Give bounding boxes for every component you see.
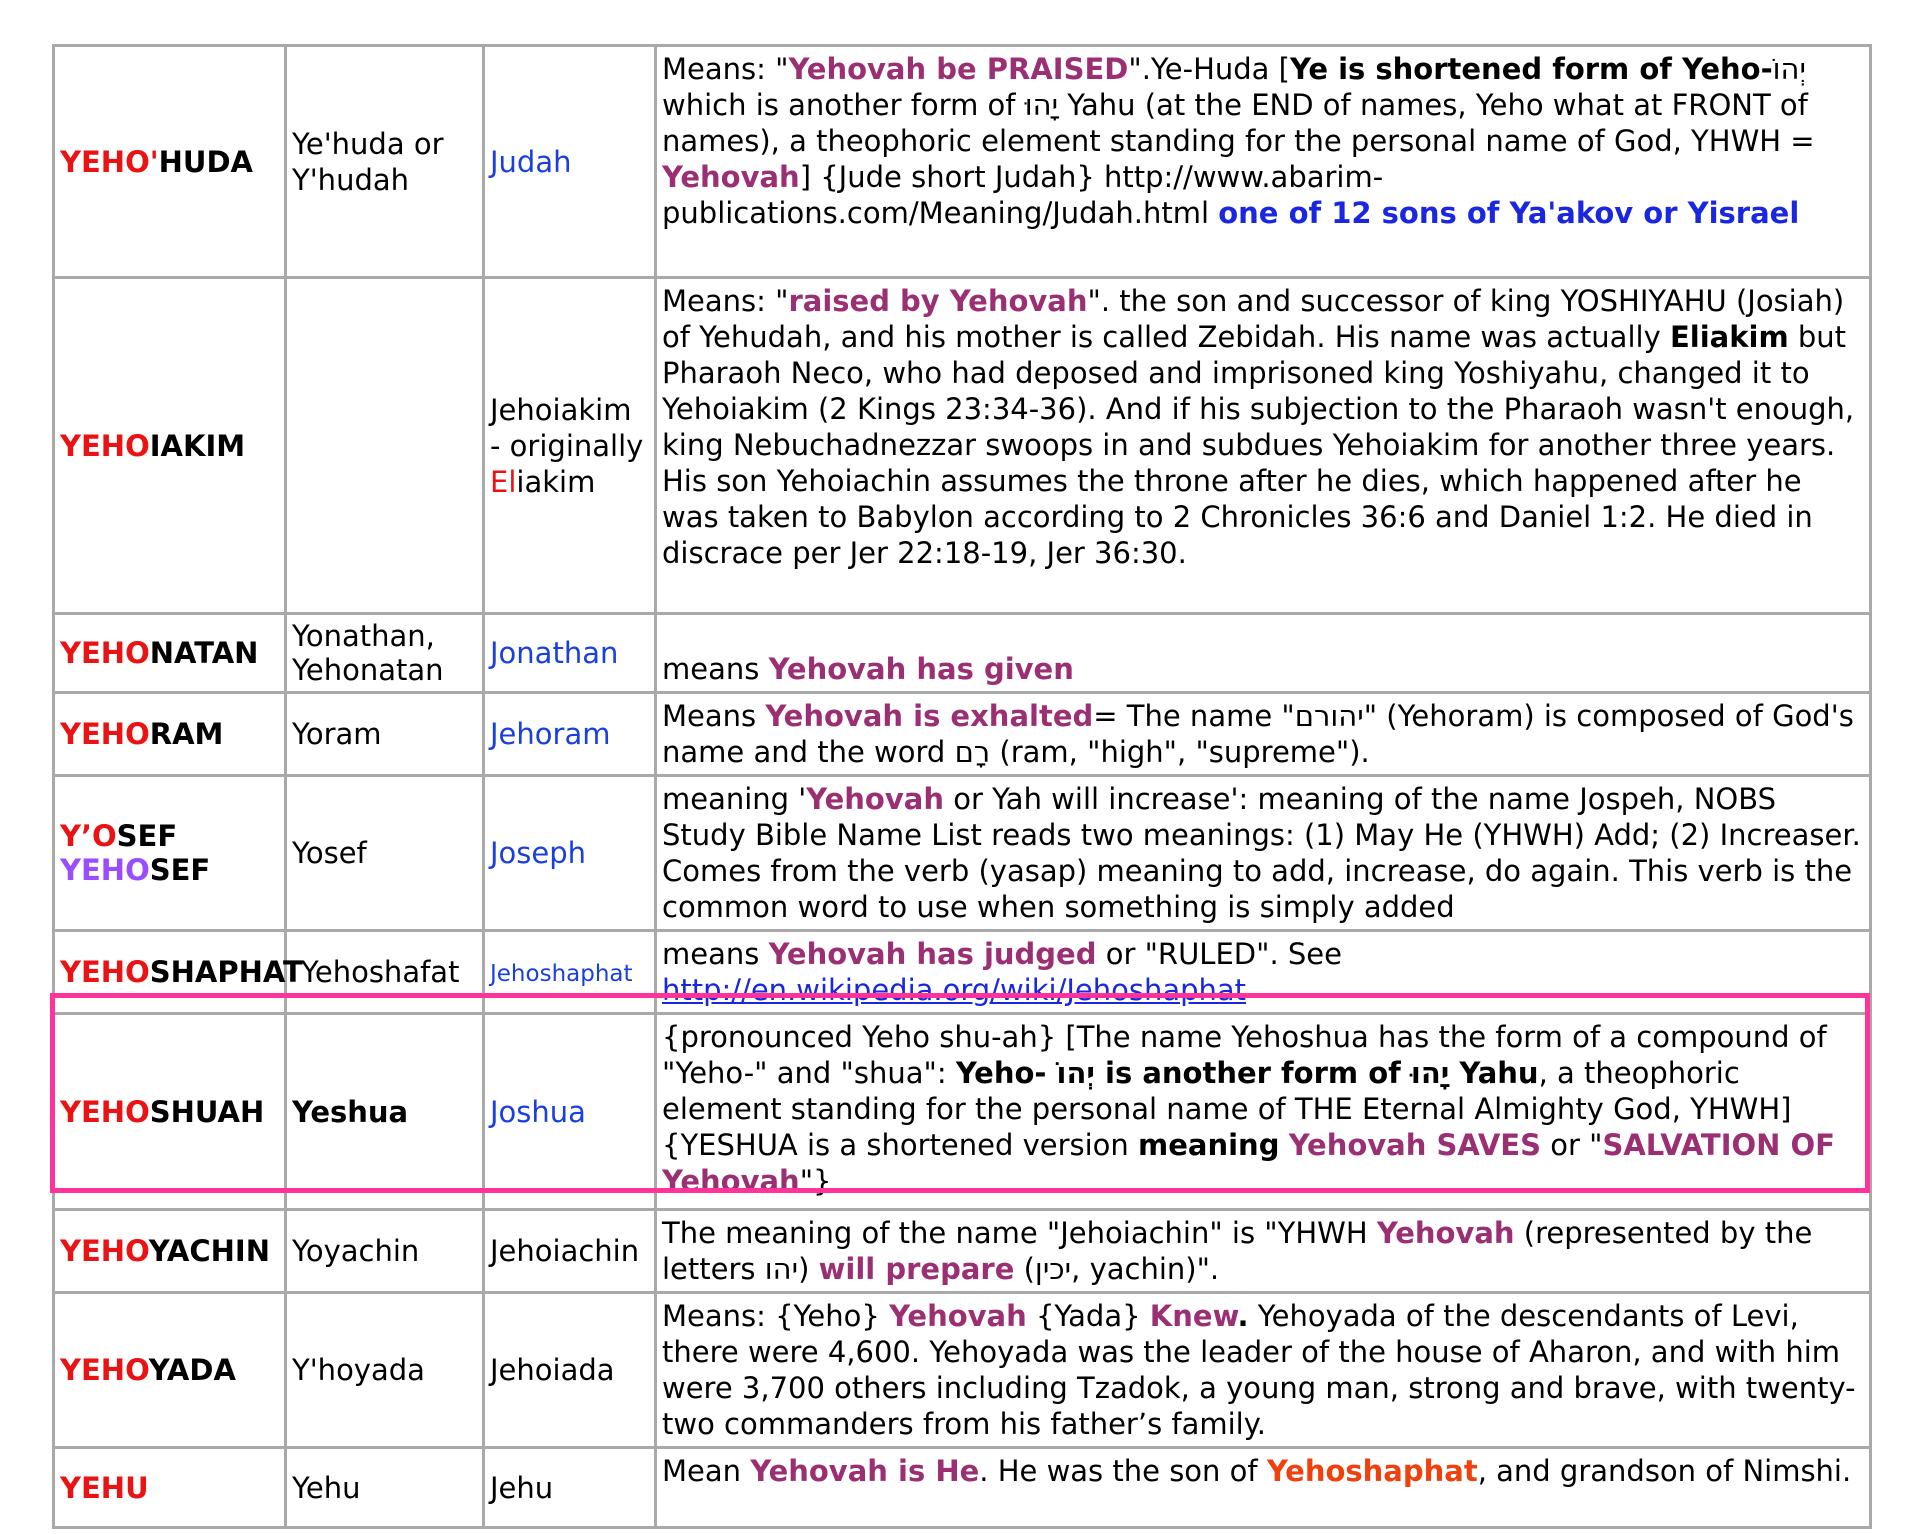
hebrew-name-cell: YEHO'HUDA (54, 46, 286, 278)
table-row (54, 614, 1871, 693)
meaning-cell: means Yehovah has judged or "RULED". See http://en.wikipedia.org/wiki/Jehoshaphat (656, 931, 1871, 1014)
hebrew-name-cell: YEHOYACHIN (54, 1210, 286, 1293)
meaning-cell: Means Yehovah is exhalted= The name "יהורם" (Yehoram) is composed of God's name and the word רָם (ram, "high", "supreme"). (656, 693, 1871, 776)
transliteration-cell: Ye'huda or Y'hudah (286, 46, 484, 278)
names-table (52, 44, 1872, 1529)
meaning-cell: Mean Yehovah is He. He was the son of Yehoshaphat, and grandson of Nimshi. (656, 1448, 1871, 1528)
english-name-cell: Jehoiachin (484, 1210, 656, 1293)
table-row (54, 1293, 1871, 1448)
meaning-cell: Means: {Yeho} Yehovah {Yada} Knew. Yehoyada of the descendants of Levi, there were 4,600. Yehoyada was the leader of the house of Aharon, and with him were 3,700 others including Tzadok, a young man, strong and brave, with twenty-two commanders from his father’s family. (656, 1293, 1871, 1448)
table-row (54, 1014, 1871, 1210)
transliteration-cell: Yehu (286, 1448, 484, 1528)
meaning-cell: {pronounced Yeho shu-ah} [The name Yehoshua has the form of a compound of "Yeho-" and "shua": Yeho- יְהוֹ is another form of יָהוּ Yahu, a theophoric element standing for the personal name of THE Eternal Almighty God, YHWH] {YESHUA is a shortened version meaning Yehovah SAVES or "SALVATION OF Yehovah"} (656, 1014, 1871, 1210)
english-name-cell: Jehoiakim - originally Eliakim (484, 278, 656, 614)
table-row (54, 278, 1871, 614)
hebrew-name-cell: YEHU (54, 1448, 286, 1528)
transliteration-cell: Yehoshafat (286, 931, 484, 1014)
hebrew-name-cell: YEHOSHUAH (54, 1014, 286, 1210)
table-row (54, 1448, 1871, 1528)
table-row (54, 776, 1871, 931)
hebrew-name-cell: YEHORAM (54, 693, 286, 776)
table-row (54, 1210, 1871, 1293)
transliteration-cell: Y'hoyada (286, 1293, 484, 1448)
transliteration-cell (286, 278, 484, 614)
english-name-cell: Jehoshaphat (484, 931, 656, 1014)
meaning-cell: The meaning of the name "Jehoiachin" is "YHWH Yehovah (represented by the letters יהו) will prepare (יכין, yachin)". (656, 1210, 1871, 1293)
english-name-cell: Joshua (484, 1014, 656, 1210)
transliteration-cell: Yoram (286, 693, 484, 776)
hebrew-name-cell: YEHOIAKIM (54, 278, 286, 614)
meaning-cell: meaning 'Yehovah or Yah will increase': meaning of the name Jospeh, NOBS Study Bible Name List reads two meanings: (1) May He (YHWH) Add; (2) Increaser. Comes from the verb (yasap) meaning to add, increase, do again. This verb is the common word to use when something is simply added (656, 776, 1871, 931)
hebrew-name-cell: YEHONATAN (54, 614, 286, 693)
hebrew-name-cell: YEHOYADA (54, 1293, 286, 1448)
english-name-cell: Joseph (484, 776, 656, 931)
meaning-cell: Means: "Yehovah be PRAISED".Ye-Huda [Ye is shortened form of Yeho-יְהוֹ which is another form of יָהוּ Yahu (at the END of names, Yeho what at FRONT of names), a theophoric element standing for the personal name of God, YHWH = Yehovah] {Jude short Judah} http://www.abarim-publications.com/Meaning/Judah.html one of 12 sons of Ya'akov or Yisrael (656, 46, 1871, 278)
meaning-cell: means Yehovah has given (656, 614, 1871, 693)
english-name-cell: Jehoiada (484, 1293, 656, 1448)
transliteration-cell: Yoyachin (286, 1210, 484, 1293)
hebrew-name-cell: Y’OSEF YEHOSEF (54, 776, 286, 931)
english-name-cell: Jehoram (484, 693, 656, 776)
table-row (54, 931, 1871, 1014)
english-name-cell: Jonathan (484, 614, 656, 693)
hebrew-name-cell: YEHOSHAPHAT (54, 931, 286, 1014)
table-row (54, 693, 1871, 776)
transliteration-cell: Yonathan, Yehonatan (286, 614, 484, 693)
english-name-cell: Judah (484, 46, 656, 278)
wikipedia-link[interactable]: http://en.wikipedia.org/wiki/Jehoshaphat (662, 973, 1247, 1007)
transliteration-cell: Yeshua (286, 1014, 484, 1210)
english-name-cell: Jehu (484, 1448, 656, 1528)
meaning-cell: Means: "raised by Yehovah". the son and successor of king YOSHIYAHU (Josiah) of Yehudah, and his mother is called Zebidah. His name was actually Eliakim but Pharaoh Neco, who had deposed and imprisoned king Yoshiyahu, changed it to Yehoiakim (2 Kings 23:34-36). And if his subjection to the Pharaoh wasn't enough, king Nebuchadnezzar swoops in and subdues Yehoiakim for another three years. His son Yehoiachin assumes the throne after he dies, which happened after he was taken to Babylon according to 2 Chronicles 36:6 and Daniel 1:2. He died in discrace per Jer 22:18-19, Jer 36:30. (656, 278, 1871, 614)
table-row (54, 46, 1871, 278)
transliteration-cell: Yosef (286, 776, 484, 931)
